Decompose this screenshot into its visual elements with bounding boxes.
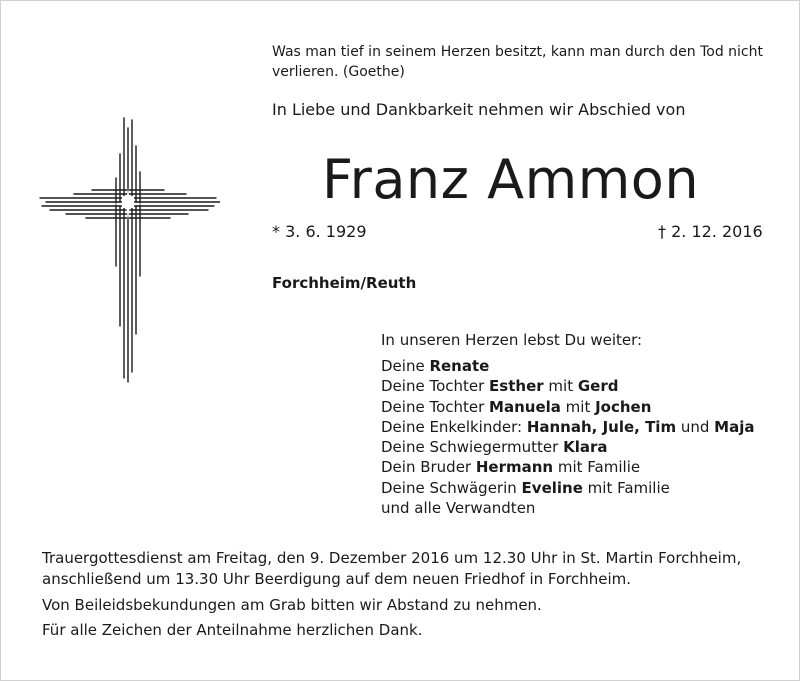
mourner-text: Deine Schwägerin	[381, 478, 522, 497]
footer-text	[42, 548, 782, 640]
mourner-row	[381, 417, 754, 437]
death-date: † 2. 12. 2016	[658, 222, 763, 241]
quote-text: Was man tief in seinem Herzen besitzt, kann man durch den Tod nicht verlieren. (Goethe)	[272, 44, 763, 80]
mourner-name: Hermann	[475, 458, 554, 477]
hearts-line: In unseren Herzen lebst Du weiter:	[381, 331, 643, 349]
mourner-text: und	[676, 417, 715, 436]
condolences-line: Von Beileidsbekundungen am Grab bitten wir Abstand zu nehmen.	[42, 596, 542, 614]
mourner-row	[381, 498, 754, 518]
thanks-line: Für alle Zeichen der Anteilnahme herzlichen Dank.	[42, 620, 423, 639]
mourner-name: Esther	[489, 377, 544, 396]
mourner-row	[381, 457, 754, 477]
mourner-name: Maja	[714, 417, 755, 436]
mourner-name: Manuela	[489, 397, 561, 416]
mourner-text: Deine Tochter	[381, 397, 490, 416]
service-line-2: anschließend um 13.30 Uhr Beerdigung auf dem neuen Friedhof in Forchheim.	[42, 569, 632, 588]
mourner-text: Deine Tochter	[381, 377, 490, 396]
mourner-row	[381, 397, 754, 417]
intro-text: In Liebe und Dankbarkeit nehmen wir Abschied von	[272, 100, 686, 119]
mourner-text: Deine Schwiegermutter	[381, 438, 564, 457]
mourner-row	[381, 356, 754, 376]
mourner-text: mit Familie	[582, 478, 670, 497]
place-name: Forchheim/Reuth	[272, 274, 417, 292]
mourner-name: Renate	[429, 357, 490, 375]
mourner-name: Klara	[563, 438, 608, 457]
service-line-1: Trauergottesdienst am Freitag, den 9. Dezember 2016 um 12.30 Uhr in St. Martin Forchheim,	[42, 549, 742, 567]
mourners-list	[381, 356, 754, 518]
mourner-row	[381, 376, 754, 396]
birth-date: * 3. 6. 1929	[272, 222, 367, 241]
mourner-name: Hannah, Jule, Tim	[526, 417, 677, 436]
mourner-name: Gerd	[577, 377, 619, 396]
mourner-text: Dein Bruder	[381, 458, 476, 477]
mourner-text: mit	[560, 397, 596, 416]
cross-icon	[38, 116, 220, 384]
mourner-name: Jochen	[595, 397, 652, 416]
mourner-text: Deine Enkelkinder:	[381, 417, 527, 436]
mourner-name: Eveline	[521, 478, 583, 497]
mourner-text: mit Familie	[553, 458, 641, 477]
mourner-row	[381, 478, 754, 498]
mourner-text: und alle Verwandten	[381, 499, 536, 518]
deceased-name: Franz Ammon	[322, 148, 700, 211]
mourner-text: mit	[543, 377, 578, 396]
mourner-text: Deine	[381, 357, 430, 375]
mourner-row	[381, 437, 754, 457]
